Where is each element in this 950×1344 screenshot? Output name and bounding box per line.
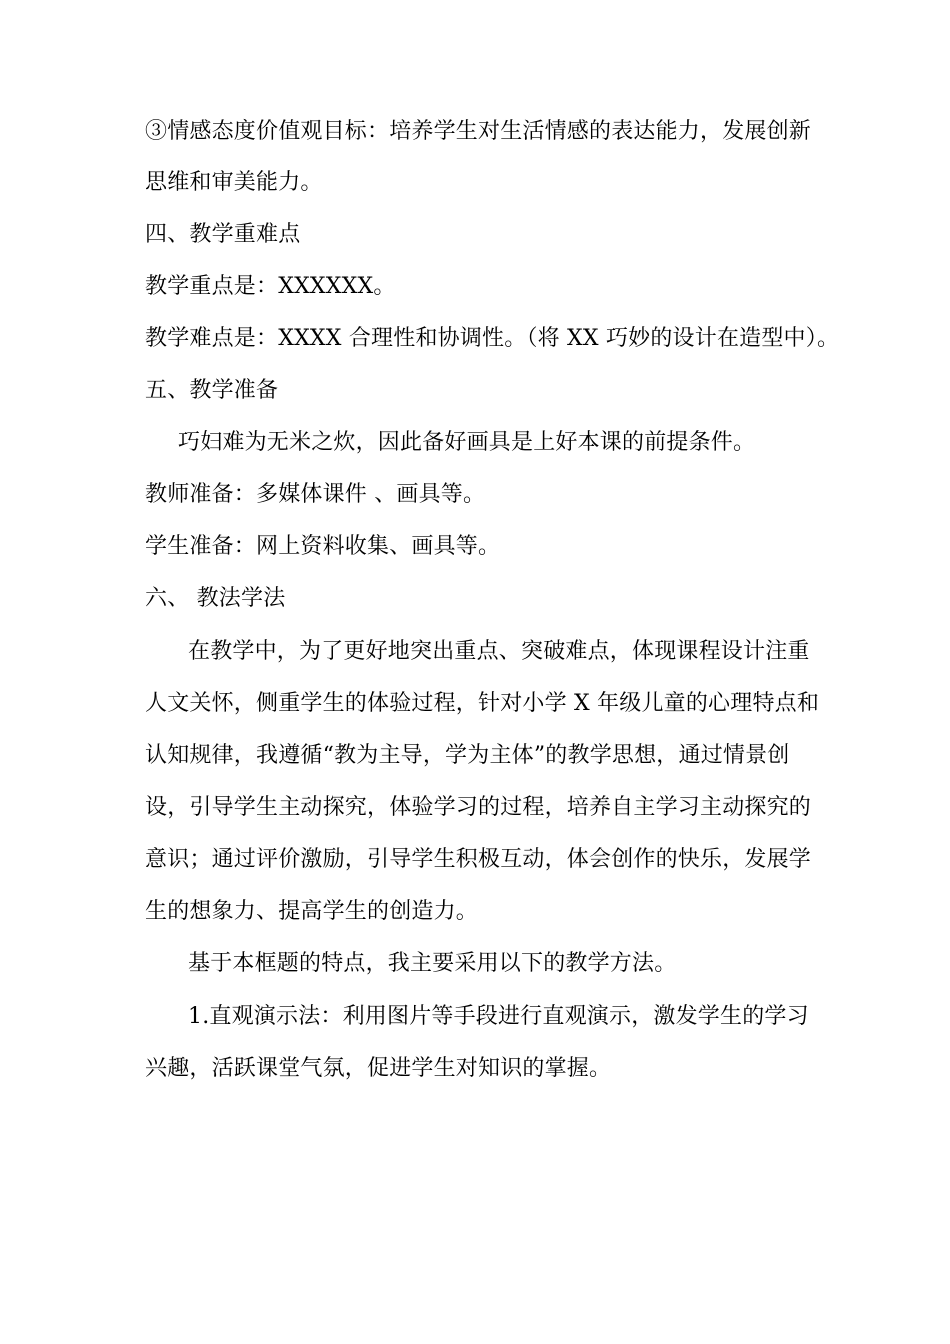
goal-emotion-line-1: ③情感态度价值观目标：培养学生对生活情感的表达能力，发展创新 [145,119,812,144]
methods-summary: 基于本框题的特点，我主要采用以下的教学方法。 [188,951,677,976]
methods-paragraph-line-4: 设，引导学生主动探究，体验学习的过程，培养自主学习主动探究的 [145,795,812,820]
methods-paragraph-line-2: 人文关怀，侧重学生的体验过程，针对小学 X 年级儿童的心理特点和 [145,691,820,716]
teacher-preparation: 教师准备：多媒体课件 、画具等。 [145,482,486,507]
goal-emotion-line-2: 思维和审美能力。 [145,170,323,195]
section-heading-key-points: 四、教学重难点 [145,222,301,247]
methods-paragraph-line-3: 认知规律，我遵循“教为主导，学为主体”的教学思想，通过情景创 [145,743,790,768]
methods-paragraph-line-1: 在教学中，为了更好地突出重点、突破难点，体现课程设计注重 [188,639,810,664]
key-point-text: 教学重点是：XXXXXX。 [145,274,396,299]
methods-paragraph-line-5: 意识；通过评价激励，引导学生积极互动，体会创作的快乐，发展学 [145,847,812,872]
preparation-intro: 巧妇难为无米之炊，因此备好画具是上好本课的前提条件。 [178,430,756,455]
methods-paragraph-line-6: 生的想象力、提高学生的创造力。 [145,899,479,924]
method-1-line-1: 1.直观演示法：利用图片等手段进行直观演示，激发学生的学习 [188,1004,809,1029]
difficult-point-text: 教学难点是：XXXX 合理性和协调性。（将 XX 巧妙的设计在造型中）。 [145,326,840,351]
method-1-line-2: 兴趣，活跃课堂气氛，促进学生对知识的掌握。 [145,1056,612,1081]
student-preparation: 学生准备：网上资料收集、画具等。 [145,534,501,559]
section-heading-methods: 六、 教法学法 [145,586,286,611]
section-heading-preparation: 五、教学准备 [145,378,279,403]
